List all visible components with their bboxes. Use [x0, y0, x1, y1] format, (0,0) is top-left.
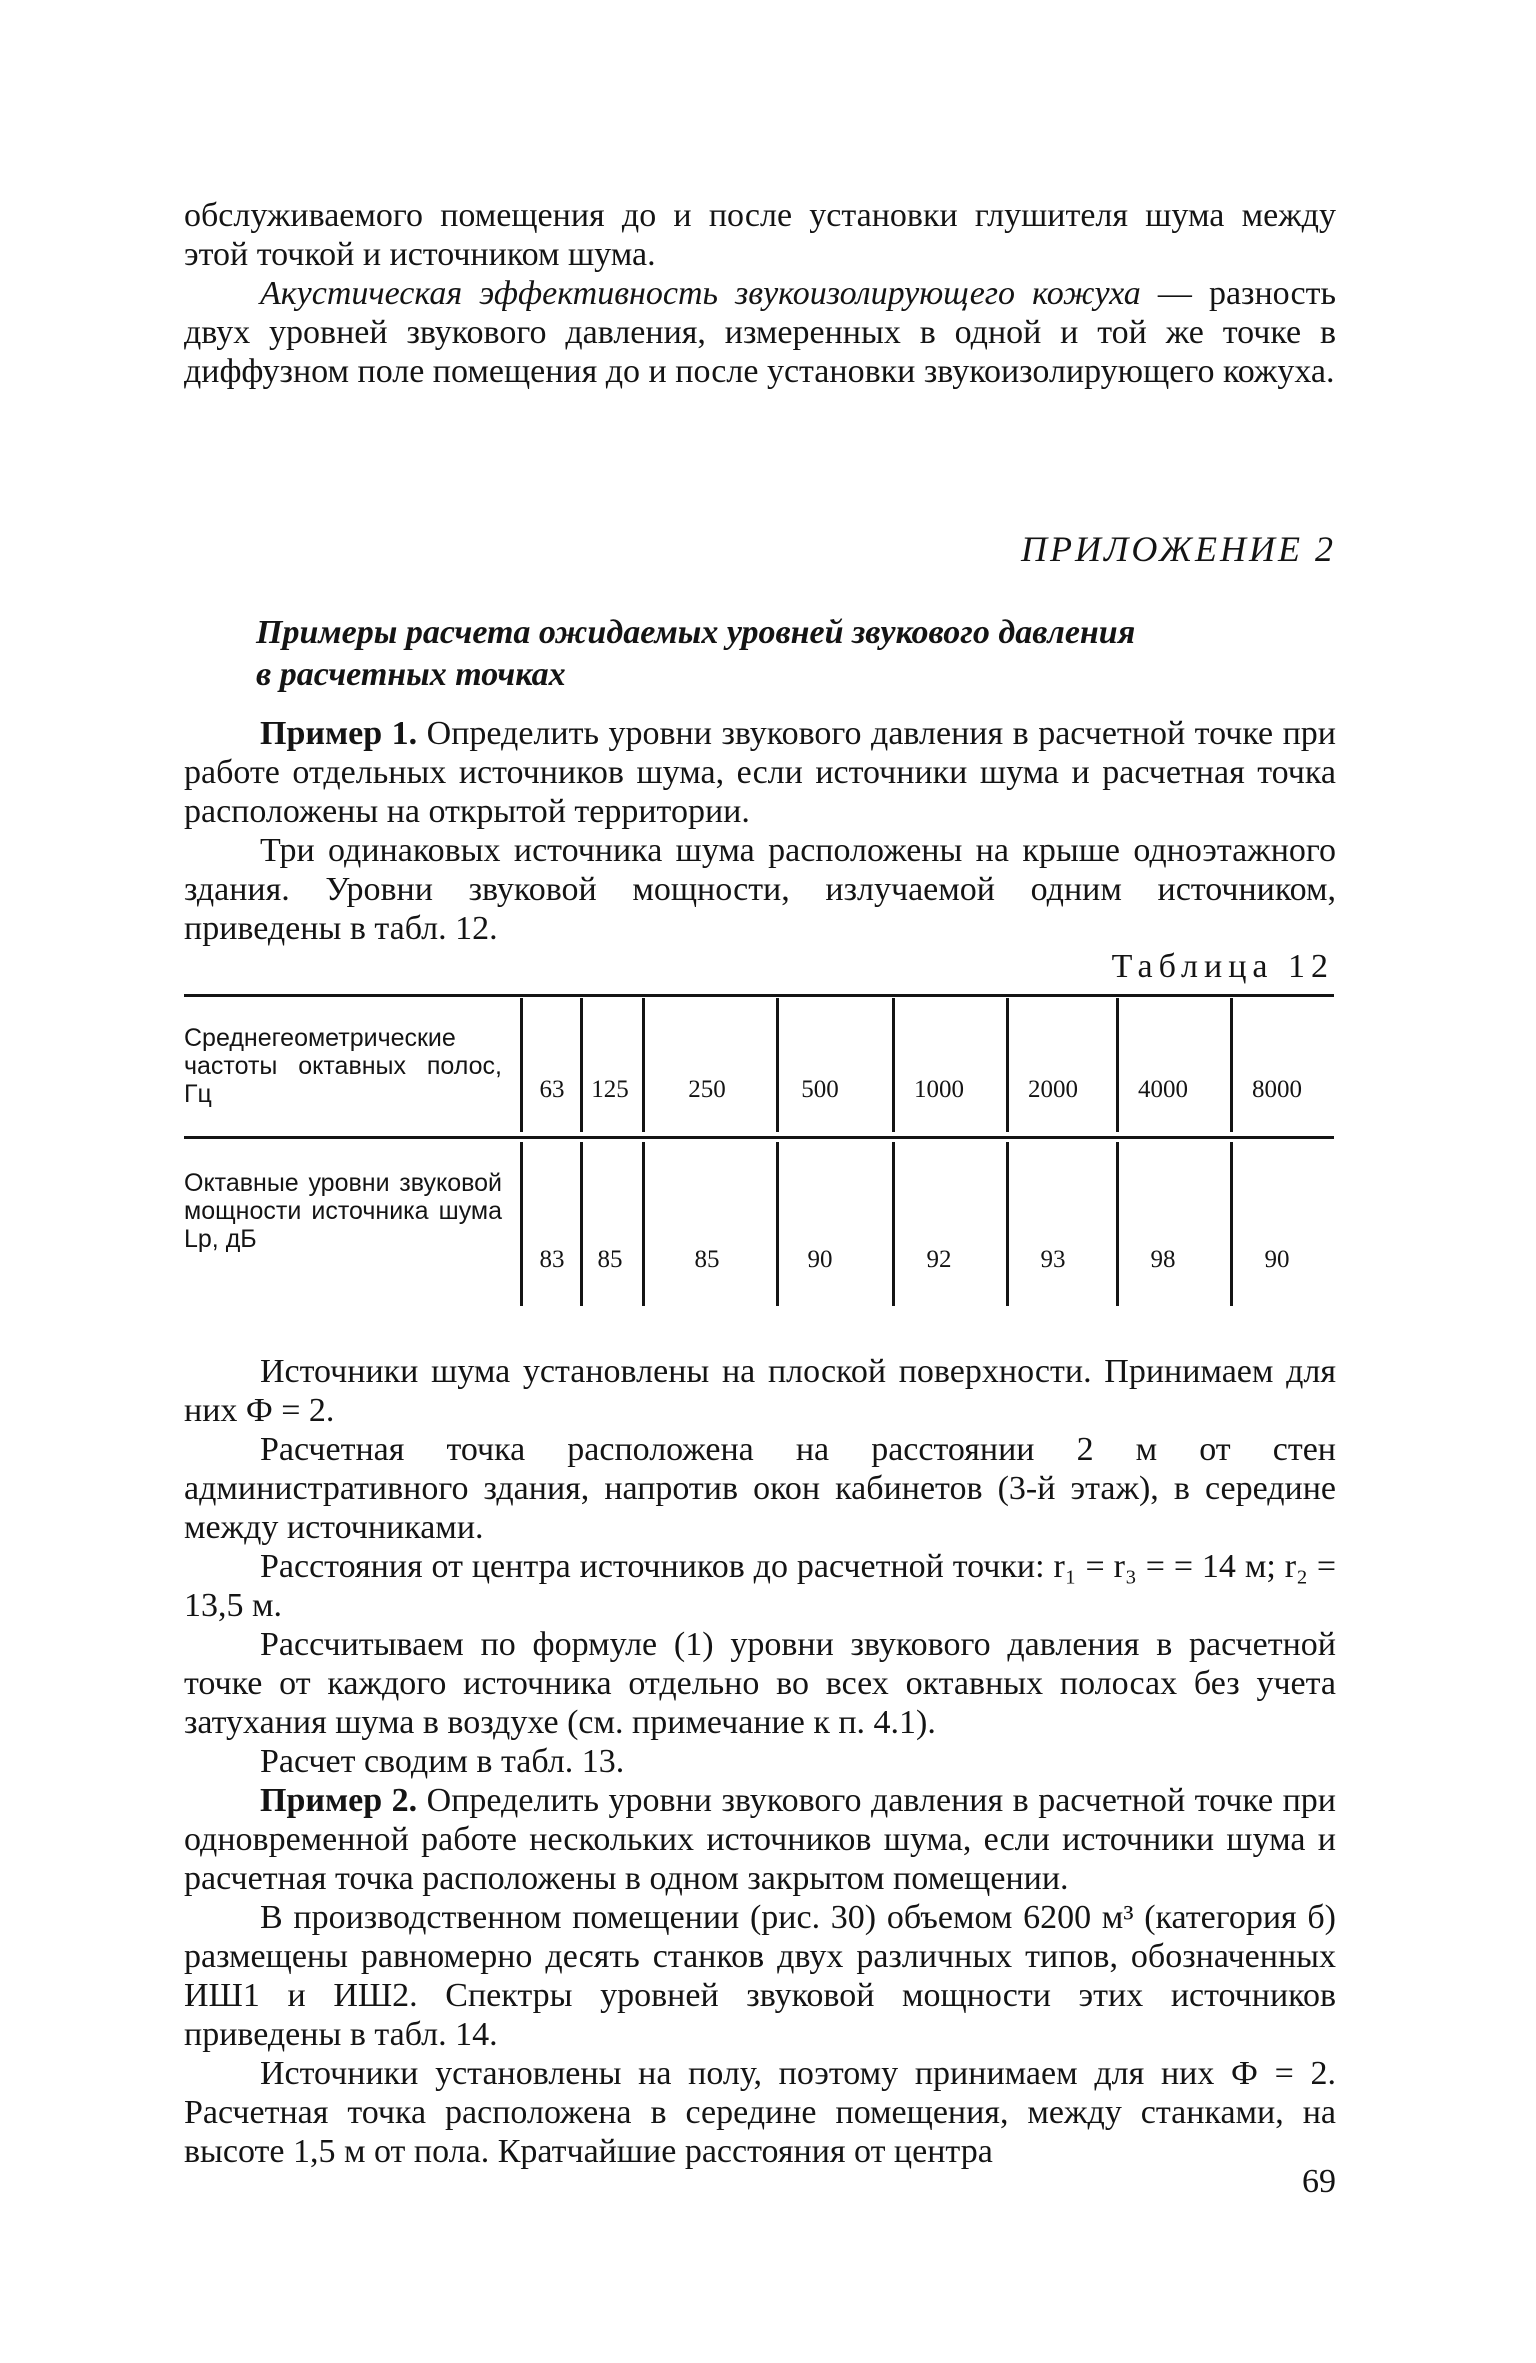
section-heading	[256, 612, 1336, 696]
level-cell: 93	[1040, 1246, 1066, 1273]
level-cell: 92	[926, 1246, 952, 1273]
page-number: 69	[1302, 2163, 1336, 2200]
paragraph-calculation: Рассчитываем по формуле (1) уровни звукового давления в расчетной точке от каждого источника отдельно во всех октавных полосах без учета затухания шума в воздухе (см. примечание к п. 4.1).	[184, 1626, 1336, 1741]
example-2-text: Определить уровни звукового давления в расчетной точке при одновременной работе нескольких источников шума, если источники шума и расчетная точка расположены в одном закрытом помещении.	[184, 1782, 1336, 1897]
freq-cell: 1000	[914, 1076, 964, 1103]
example-1-label: Пример 1.	[260, 715, 418, 752]
table-column-rule	[642, 998, 645, 1132]
paragraph-location: Расчетная точка расположена на расстоянии 2 м от стен административного здания, напротив окон кабинетов (3-й этаж), в середине между источниками.	[184, 1431, 1336, 1546]
table-column-rule	[642, 1142, 645, 1306]
table-middle-rule	[184, 1136, 1334, 1139]
example-1-paragraph-1	[184, 714, 1336, 831]
paragraph-distances: Расстояния от центра источников до расчетной точки: r₁ = r₃ = = 14 м; r₂ = 13,5 м.	[184, 1548, 1336, 1624]
term-definition: — разность двух уровней звукового давления, измеренных в одной и той же точке в диффузном поле помещения до и после установки звукоизолирующего кожуха.	[184, 275, 1336, 390]
example-2-paragraph-2: В производственном помещении (рис. 30) объемом 6200 м³ (категория б) размещены равномерно десять станков двух различных типов, обозначенных ИШ1 и ИШ2. Спектры уровней звуковой мощности этих источников приведены в табл. 14.	[184, 1899, 1336, 2053]
table-column-rule	[892, 1142, 895, 1306]
table-caption: Таблица 12	[1111, 948, 1334, 985]
example-1	[184, 714, 1336, 948]
intro-paragraph-2	[184, 274, 1336, 391]
paragraph-surface: Источники шума установлены на плоской поверхности. Принимаем для них Ф = 2.	[184, 1353, 1336, 1429]
table-column-rule	[520, 1142, 523, 1306]
table-column-rule	[1006, 1142, 1009, 1306]
freq-cell: 500	[801, 1076, 839, 1103]
table-column-rule	[520, 998, 523, 1132]
level-cell: 85	[694, 1246, 720, 1273]
example-1-text: Определить уровни звукового давления в расчетной точке при работе отдельных источников шума, если источники шума и расчетная точка расположены на открытой территории.	[184, 715, 1336, 830]
level-cell: 83	[539, 1246, 565, 1273]
section-heading-line-2: в расчетных точках	[256, 656, 566, 693]
row-label-frequencies: Среднегеометрические частоты октавных полос, Гц	[184, 1024, 502, 1108]
intro-paragraph-1: обслуживаемого помещения до и после установки глушителя шума между этой точкой и источником шума.	[184, 197, 1336, 273]
table-column-rule	[1116, 1142, 1119, 1306]
level-cell: 85	[597, 1246, 623, 1273]
table-column-rule	[580, 1142, 583, 1306]
example-2-label: Пример 2.	[260, 1782, 418, 1819]
freq-cell: 4000	[1138, 1076, 1188, 1103]
example-2-paragraph-3: Источники установлены на полу, поэтому принимаем для них Ф = 2. Расчетная точка расположена в середине помещения, между станками, на высоте 1,5 м от пола. Кратчайшие расстояния от центра	[184, 2055, 1336, 2170]
level-cell: 98	[1150, 1246, 1176, 1273]
table-column-rule	[580, 998, 583, 1132]
row-label-power-levels: Октавные уровни звуковой мощности источника шума Lр, дБ	[184, 1169, 502, 1253]
example-2-paragraph-1	[184, 1781, 1336, 1898]
level-cell: 90	[1264, 1246, 1290, 1273]
intro-text	[184, 196, 1336, 391]
after-table-text	[184, 1352, 1336, 2171]
table-column-rule	[1230, 998, 1233, 1132]
table-column-rule	[1230, 1142, 1233, 1306]
freq-cell: 63	[539, 1076, 565, 1103]
term-acoustic-efficiency: Акустическая эффективность звукоизолирующего кожуха	[260, 275, 1141, 312]
freq-cell: 125	[591, 1076, 629, 1103]
level-cell: 90	[807, 1246, 833, 1273]
freq-cell: 8000	[1252, 1076, 1302, 1103]
example-1-paragraph-2: Три одинаковых источника шума расположены на крыше одноэтажного здания. Уровни звуковой мощности, излучаемой одним источником, приведены в табл. 12.	[184, 832, 1336, 947]
table-column-rule	[892, 998, 895, 1132]
table-column-rule	[1006, 998, 1009, 1132]
table-top-rule	[184, 994, 1334, 997]
table-column-rule	[776, 1142, 779, 1306]
freq-cell: 250	[688, 1076, 726, 1103]
appendix-title: ПРИЛОЖЕНИЕ 2	[1021, 529, 1336, 569]
table-column-rule	[776, 998, 779, 1132]
section-heading-line-1: Примеры расчета ожидаемых уровней звукового давления	[256, 614, 1136, 651]
freq-cell: 2000	[1028, 1076, 1078, 1103]
paragraph-table-ref: Расчет сводим в табл. 13.	[260, 1743, 625, 1780]
table-column-rule	[1116, 998, 1119, 1132]
table-12	[184, 994, 1334, 1312]
